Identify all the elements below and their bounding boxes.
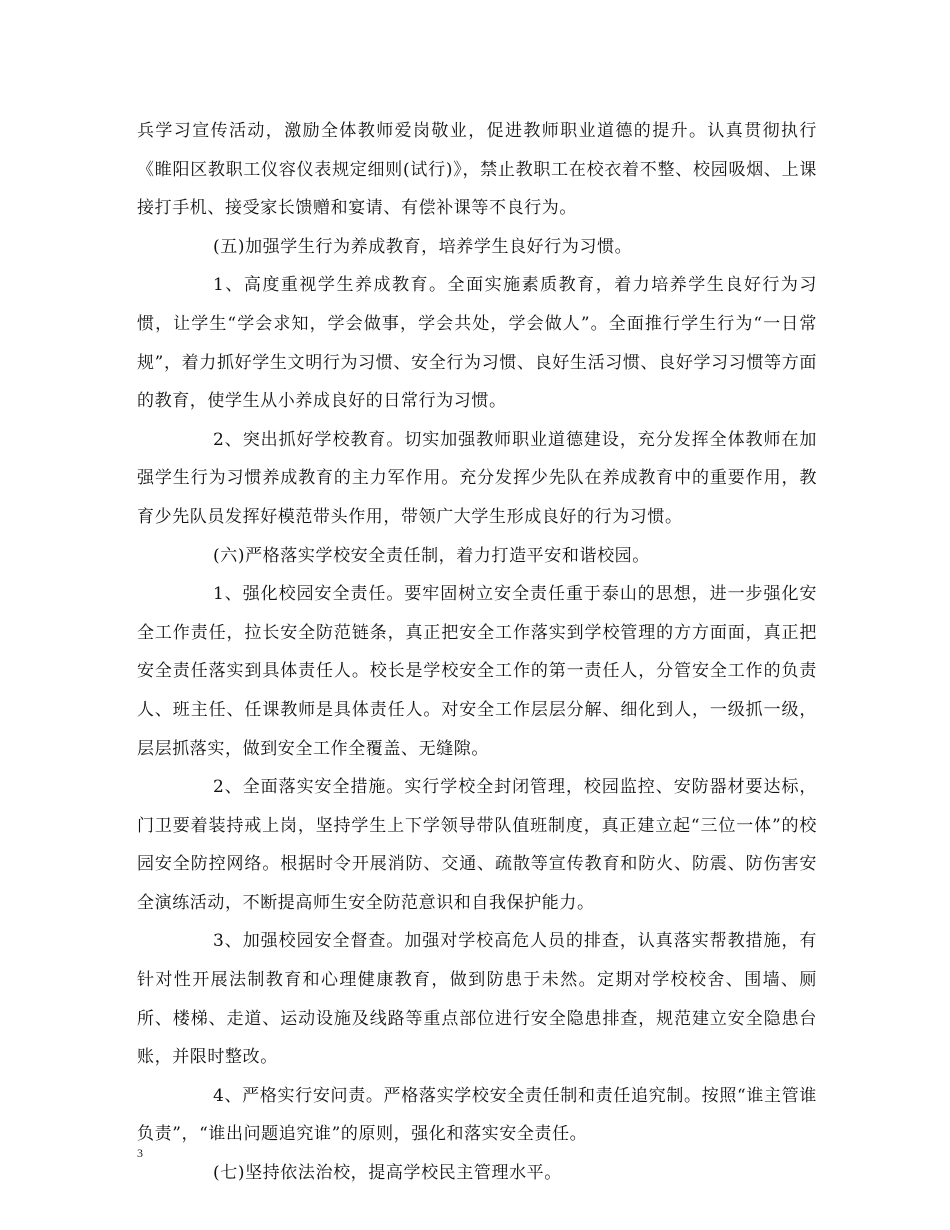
paragraph-safety-responsibility: 1、强化校园安全责任。要牢固树立安全责任重于泰山的思想，进一步强化安全工作责任，拉长安全防范链条，真正把安全工作落实到学校管理的方方面面，真正把安全责任落实到具体责任人。校长是学校安全工作的第一责任人，分管安全工作的负责人、班主任、任课教师是具体责任人。对安全工作层层分解、细化到人，一级抓一级，层层抓落实，做到安全工作全覆盖、无缝隙。 — [137, 584, 817, 759]
section-heading-six: (六)严格落实学校安全责任制，着力打造平安和谐校园。 — [213, 545, 650, 566]
paragraph-habit-education: 1、高度重视学生养成教育。全面实施素质教育，着力培养学生良好行为习惯，让学生“学会求知，学会做事，学会共处，学会做人”。全面推行学生行为“一日常规”，着力抓好学生文明行为习惯、安全行为习惯、良好生活习惯、良好学习习惯等方面的教育，使学生从小养成良好的日常行为习惯。 — [137, 275, 817, 412]
paragraph-accountability: 4、严格实行安问责。严格落实学校安全责任制和责任追究制。按照“谁主管谁负责”，“谁出问题追究谁”的原则，强化和落实安全责任。 — [137, 1085, 817, 1145]
document-body — [137, 112, 817, 1193]
section-heading-five: (五)加强学生行为养成教育，培养学生良好行为习惯。 — [213, 236, 633, 257]
paragraph-safety-measures: 2、全面落实安全措施。实行学校全封闭管理，校园监控、安防器材要达标，门卫要着装持戒上岗，坚持学生上下学领导带队值班制度，真正建立起“三位一体”的校园安全防控网络。根据时令开展消防、交通、疏散等宣传教育和防火、防震、防伤害安全演练活动，不断提高师生安全防范意识和自我保护能力。 — [137, 777, 817, 913]
paragraph-continuation: 兵学习宣传活动，激励全体教师爱岗敬业，促进教师职业道德的提升。认真贯彻执行《睢阳区教职工仪容仪表规定细则(试行)》，禁止教职工在校衣着不整、校园吸烟、上课接打手机、接受家长馈赠和宴请、有偿补课等不良行为。 — [137, 121, 817, 219]
paragraph-safety-inspection: 3、加强校园安全督查。加强对学校高危人员的排查，认真落实帮教措施，有针对性开展法制教育和心理健康教育，做到防患于未然。定期对学校校舍、围墙、厕所、楼梯、走道、运动设施及线路等重点部位进行安全隐患排查，规范建立安全隐患台账，并限时整改。 — [137, 931, 817, 1068]
paragraph-school-education: 2、突出抓好学校教育。切实加强教师职业道德建设，充分发挥全体教师在加强学生行为习惯养成教育的主力军作用。充分发挥少先队在养成教育中的重要作用，教育少先队员发挥好模范带头作用，带领广大学生形成良好的行为习惯。 — [137, 429, 817, 527]
page-number: 3 — [137, 1146, 143, 1160]
section-heading-seven: (七)坚持依法治校，提高学校民主管理水平。 — [213, 1163, 562, 1184]
